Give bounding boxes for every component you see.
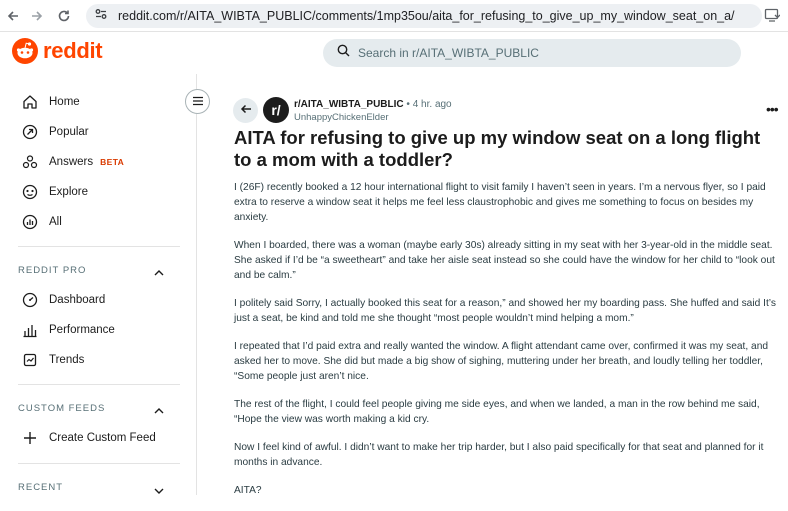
chevron-up-icon[interactable] (154, 264, 164, 282)
sidebar-item-trends[interactable] (22, 352, 84, 368)
post-author[interactable]: UnhappyChickenElder (294, 112, 389, 123)
back-button[interactable] (233, 98, 258, 123)
sidebar-item-label: Performance (49, 324, 115, 336)
url-text: reddit.com/r/AITA_WIBTA_PUBLIC/comments/1mp35ou/aita_for_refusing_to_give_up_my_window_seat_on_a/ (118, 9, 735, 23)
answers-icon (22, 154, 38, 170)
sidebar-item-label: Trends (49, 354, 85, 366)
reddit-header (0, 32, 788, 74)
subreddit-name[interactable]: r/AITA_WIBTA_PUBLIC (294, 99, 404, 110)
performance-icon (22, 322, 38, 338)
post-paragraph: I repeated that I’d paid extra and really wanted the window. A flight attendant came over, confirmed it was my seat, and asked her to move. She did but made a big show of sighing, muttering under her breath, and loudly telling her toddler, “Some people just aren’t nice. (234, 341, 769, 382)
beta-badge: BETA (100, 157, 125, 167)
divider (18, 246, 180, 247)
search-input[interactable]: Search in r/AITA_WIBTA_PUBLIC (358, 46, 539, 60)
site-settings-icon[interactable] (94, 7, 108, 26)
left-sidebar (0, 74, 197, 495)
post-paragraph: When I boarded, there was a woman (maybe early 30s) already sitting in my seat with her 3-year-old in the middle seat. She asked if I’d be “a sweetheart” and take her aisle seat instead so she could have the window for her child to “look out and be calm.” (234, 240, 775, 281)
subreddit-avatar[interactable]: r/ (263, 97, 289, 123)
divider (18, 463, 180, 464)
reddit-wordmark: reddit (43, 38, 103, 63)
install-app-icon[interactable] (764, 7, 780, 28)
post-paragraph: AITA? (234, 485, 262, 496)
sidebar-item-explore[interactable] (22, 184, 88, 200)
search-bar[interactable] (323, 39, 741, 67)
post-paragraph: The rest of the flight, I could feel people giving me side eyes, and when we landed, a man in the row behind me said, “Hope the view was worth making a kid cry. (234, 399, 760, 425)
post-time: • 4 hr. ago (406, 99, 452, 110)
forward-arrow-icon[interactable] (26, 5, 48, 27)
dashboard-icon (22, 292, 38, 308)
sidebar-item-all[interactable] (22, 214, 62, 230)
sidebar-item-label: Home (49, 96, 80, 108)
create-custom-feed-label: Create Custom Feed (49, 432, 156, 444)
post-paragraph: I politely said Sorry, I actually booked this seat for a reason,” and showed her my boarding pass. She huffed and said It’s just a seat, be kind and told me she thought “most people wouldn’t mind helping a mom.” (234, 298, 776, 324)
sidebar-item-answers[interactable] (22, 154, 124, 170)
sidebar-item-label: All (49, 216, 62, 228)
popular-icon (22, 124, 38, 140)
sidebar-item-label: Dashboard (49, 294, 106, 306)
subreddit-line (294, 99, 452, 110)
chevron-down-icon[interactable] (154, 482, 164, 500)
trends-icon (22, 352, 38, 368)
hamburger-menu-icon (192, 93, 204, 111)
sidebar-item-label: Explore (49, 186, 88, 198)
reload-icon[interactable] (53, 5, 75, 27)
search-icon (337, 44, 350, 62)
post-paragraph: I (26F) recently booked a 12 hour international flight to visit family I haven’t seen in years. I’m a nervous flyer, so I paid extra to reserve a window seat it helps me feel less claustrophobic and gives me something to focus on besides my anxiety. (234, 182, 766, 223)
explore-icon (22, 184, 38, 200)
plus-icon (22, 430, 38, 446)
post-paragraph: Now I feel kind of awful. I didn’t want to make her trip harder, but I also paid specifically for that seat and planned for it months in advance. (234, 442, 764, 468)
chevron-up-icon[interactable] (154, 402, 164, 420)
reddit-pro-heading[interactable]: REDDIT PRO (18, 265, 87, 276)
browser-toolbar (0, 0, 788, 32)
recent-heading[interactable]: RECENT (18, 482, 64, 493)
sidebar-item-home[interactable] (22, 94, 80, 110)
home-icon (22, 94, 38, 110)
create-custom-feed-button[interactable] (22, 430, 156, 446)
more-options-icon[interactable]: ••• (766, 101, 778, 117)
post-body (234, 180, 780, 511)
divider (18, 384, 180, 385)
post-title: AITA for refusing to give up my window seat on a long flight to a mom with a toddler? (234, 127, 761, 170)
back-arrow-icon (240, 102, 252, 120)
custom-feeds-heading[interactable]: CUSTOM FEEDS (18, 403, 106, 414)
sidebar-item-performance[interactable] (22, 322, 115, 338)
all-icon (22, 214, 38, 230)
reddit-logo[interactable] (12, 38, 102, 64)
sidebar-item-popular[interactable] (22, 124, 89, 140)
sidebar-toggle-button[interactable] (185, 89, 210, 114)
back-arrow-icon[interactable] (2, 5, 24, 27)
sidebar-item-dashboard[interactable] (22, 292, 105, 308)
reddit-snoo-icon (12, 38, 38, 64)
address-bar[interactable] (86, 4, 762, 28)
sidebar-item-label: Popular (49, 126, 89, 138)
sidebar-item-label: Answers (49, 156, 94, 168)
